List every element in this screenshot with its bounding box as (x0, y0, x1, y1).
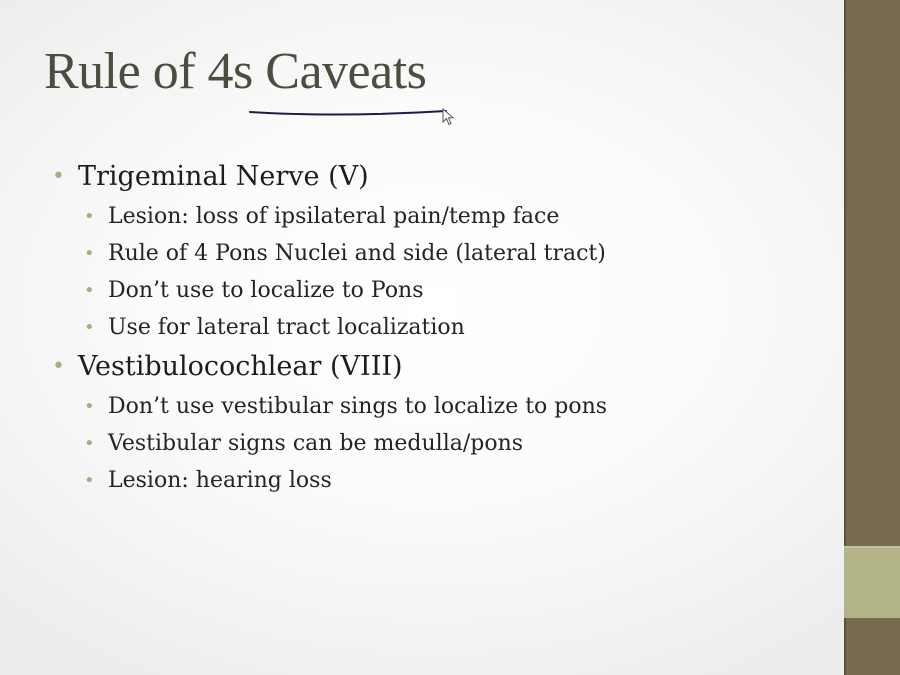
sub-bullet (78, 425, 607, 462)
bullet-dot-icon: • (84, 280, 95, 301)
sub-bullet (78, 309, 607, 346)
sub-bullet (78, 388, 607, 425)
bullet-dot-icon: • (84, 243, 95, 264)
bullet-text: Vestibulocochlear (VIII) (78, 351, 403, 382)
sub-bullet-text: Don’t use to localize to Pons (108, 278, 424, 303)
sub-bullet (78, 235, 607, 272)
bullet-dot-icon: • (84, 433, 95, 454)
sub-bullet (78, 198, 607, 235)
sub-bullet-list (78, 388, 607, 499)
pen-underline-annotation (246, 103, 456, 123)
bullet-dot-icon: • (84, 206, 95, 227)
bullet-list (52, 158, 607, 499)
bullet-dot-icon: • (84, 470, 95, 491)
decorative-sidebar-accent (844, 546, 900, 618)
bullet-dot-icon: • (52, 354, 65, 379)
mouse-pointer-icon (442, 108, 456, 126)
sub-bullet-text: Don’t use vestibular sings to localize to pons (108, 394, 608, 419)
bullet-dot-icon: • (84, 317, 95, 338)
sub-bullet-text: Use for lateral tract localization (108, 315, 465, 340)
sub-bullet (78, 462, 607, 499)
sub-bullet-list (78, 198, 607, 346)
bullet-dot-icon: • (52, 164, 65, 189)
sub-bullet-text: Vestibular signs can be medulla/pons (108, 431, 524, 456)
sub-bullet-text: Rule of 4 Pons Nuclei and side (lateral tract) (108, 241, 606, 266)
sub-bullet-text: Lesion: hearing loss (108, 468, 332, 493)
sub-bullet-text: Lesion: loss of ipsilateral pain/temp face (108, 204, 560, 229)
bullet-trigeminal (52, 158, 607, 346)
slide-title: Rule of 4s Caveats (44, 43, 427, 100)
bullet-vestibulocochlear (52, 348, 607, 499)
bullet-dot-icon: • (84, 396, 95, 417)
bullet-text: Trigeminal Nerve (V) (78, 161, 369, 192)
sub-bullet (78, 272, 607, 309)
